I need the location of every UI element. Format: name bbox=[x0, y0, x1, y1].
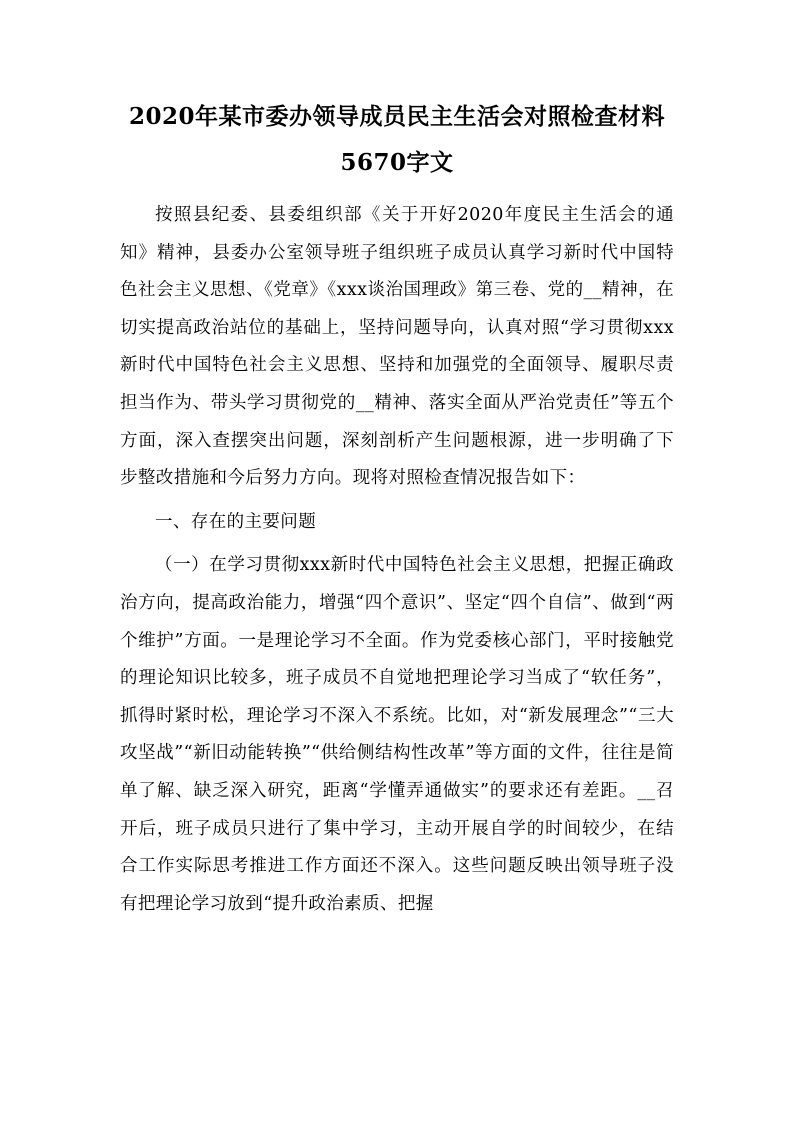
document-title bbox=[120, 94, 674, 186]
section-paragraph: （一）在学习贯彻xxx新时代中国特色社会主义思想，把握正确政治方向，提高政治能力，增强“四个意识”、坚定“四个自信”、做到“两个维护”方面。一是理论学习不全面。作为党委核心部门，平时接触党的理论知识比较多，班子成员不自觉地把理论学习当成了“软任务”，抓得时紧时松，理论学习不深入不系统。比如，对“新发展理念”“三大攻坚战”“新旧动能转换”“供给侧结构性改革”等方面的文件，往往是简单了解、缺乏深入研究，距离“学懂弄通做实”的要求还有差距。__召开后，班子成员只进行了集中学习，主动开展自学的时间较少，在结合工作实际思考推进工作方面还不深入。这些问题反映出领导班子没有把理论学习放到“提升政治素质、把握 bbox=[120, 555, 674, 914]
intro-paragraph: 按照县纪委、县委组织部《关于开好2020年度民主生活会的通知》精神，县委办公室领导班子组织班子成员认真学习新时代中国特色社会主义思想、《党章》《xxx谈治国理政》第三卷、党的__精神，在切实提高政治站位的基础上，坚持问题导向，认真对照“学习贯彻xxx新时代中国特色社会主义思想、坚持和加强党的全面领导、履职尽责担当作为、带头学习贯彻党的__精神、落实全面从严治党责任”等五个方面，深入查摆突出问题，深刻剖析产生问题根源，进一步明确了下步整改措施和今后努力方向。现将对照检查情况报告如下： bbox=[120, 205, 674, 489]
title-line-1: 2020年某市委办领导成员民主生活会对照检查材料 bbox=[128, 103, 665, 130]
title-line-2: 5670字文 bbox=[340, 149, 454, 176]
section-heading: 一、存在的主要问题 bbox=[155, 511, 317, 532]
document-body bbox=[120, 197, 674, 923]
